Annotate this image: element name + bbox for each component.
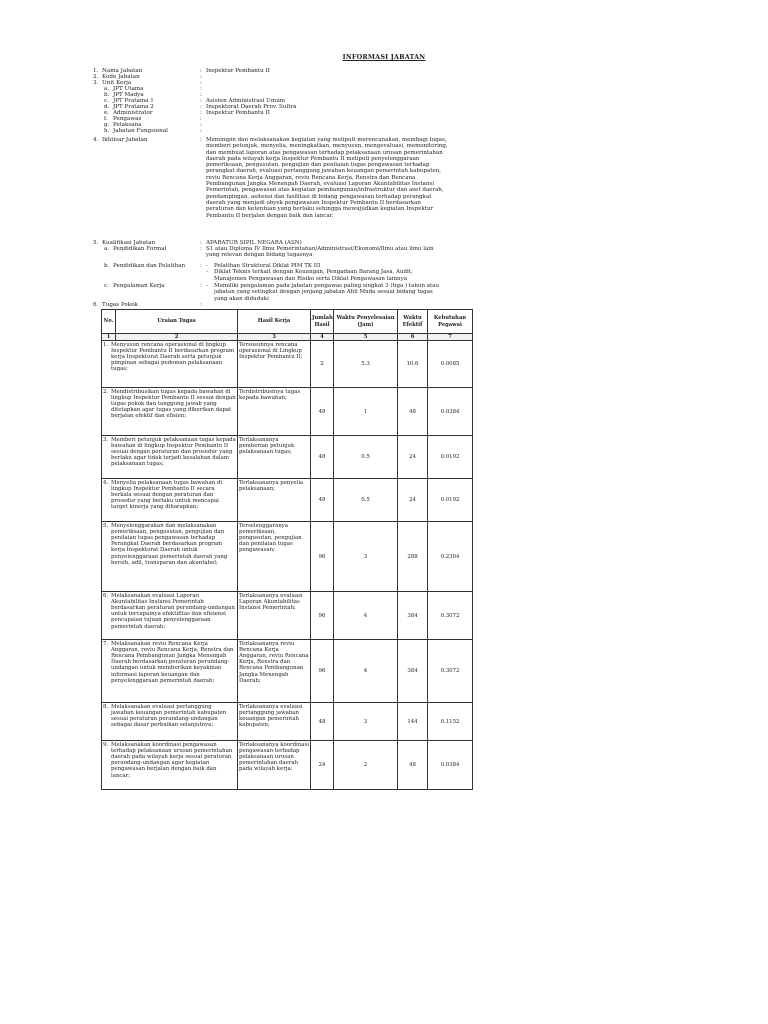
text-line: Memimpin dan melaksanakan kegiatan yang meliputi merencanakan, membagi tugas, <box>206 137 447 143</box>
sub-label: JPT Pratama 1 <box>113 98 154 104</box>
kebutuhan-pegawai: 0.0384 <box>428 388 473 436</box>
hasil-kerja: Terlaksananya penyelia pelaksanaan; <box>238 479 311 522</box>
field-value: APARATUR SIPIL NEGARA (ASN) <box>206 240 302 246</box>
row-number: 6. <box>103 593 109 600</box>
jumlah-hasil: 96 <box>311 522 334 592</box>
text-line: yang akan diduduki <box>214 295 269 302</box>
kebutuhan-pegawai: 0.2304 <box>428 522 473 592</box>
uraian-tugas: Melaksanakan reviu Rencana Kerja Anggaran, reviu Rencana Kerja, Renstra dan Rencana Pembangunan Jangka Menengah Daerah berdasarkan peraturan perundang-undangan untuk memberikan keyakinan informasi laporan keuangan dan penyelenggaraan pemerintah daerah; <box>111 641 234 684</box>
uraian-tugas: Melaksanakan evaluasi pertanggung jawaban keuangan pemerintah kabupaten sesuai peraturan perundang-undangan sebagai dasar perbaikan selanjutnya; <box>111 704 227 729</box>
jumlah-hasil: 24 <box>311 741 334 790</box>
table-row <box>102 436 473 479</box>
sub-label: Jabatan Fungsional <box>113 128 168 134</box>
sub-value: Inspektur Pembantu II <box>206 110 270 116</box>
row-number: 7. <box>103 641 109 648</box>
text-line: dan membuat laporan atas pengawasan terhadap pelaksanaan urusan pemerintahan <box>206 149 443 156</box>
kebutuhan-pegawai: 0.0384 <box>428 741 473 790</box>
sub-letter: d. <box>104 104 110 110</box>
header-cell: No. <box>102 310 116 334</box>
pengalaman-text <box>206 283 476 302</box>
colon: : <box>200 246 202 252</box>
index-cell: 1 <box>102 334 116 341</box>
row-number: 8. <box>103 704 109 711</box>
bullet-dash: - <box>206 283 208 289</box>
row-number: 2. <box>103 389 109 396</box>
sub-label: Pendidikan Formal <box>113 246 167 252</box>
field-label: Tugas Pokok <box>102 302 138 308</box>
index-cell: 7 <box>428 334 473 341</box>
pendidikan-formal-text <box>206 246 476 259</box>
jumlah-hasil: 2 <box>311 341 334 388</box>
colon: : <box>200 80 202 86</box>
sub-letter: e. <box>104 110 110 116</box>
field-label: Kualifikasi Jabatan <box>102 240 156 246</box>
sub-letter: b. <box>104 92 110 98</box>
table-row <box>102 592 473 640</box>
header-cell: Hasil Kerja <box>238 310 311 334</box>
waktu-penyelesaian: 3 <box>334 522 398 592</box>
table-header-row <box>102 310 473 334</box>
colon: : <box>200 263 202 269</box>
sub-label: Pendidikan dan Pelatihan <box>113 263 186 269</box>
waktu-efektif: 10.6 <box>398 341 428 388</box>
sub-value: Asisten Administrasi Umum <box>206 98 286 104</box>
kebutuhan-pegawai: 0.3072 <box>428 592 473 640</box>
sub-letter: f. <box>104 116 108 122</box>
table-row <box>102 741 473 790</box>
sub-label: JPT Pratama 2 <box>113 104 154 110</box>
row-number: 3. <box>103 437 109 444</box>
jumlah-hasil: 48 <box>311 479 334 522</box>
index-cell: 2 <box>116 334 238 341</box>
text-line: Pembangunan Jangka Menengah Daerah, evaluasi Laporan Akuntabilitas Instansi <box>206 181 434 188</box>
field-number: 5. <box>93 240 99 246</box>
field-number: 4. <box>93 137 99 143</box>
colon: : <box>200 116 202 122</box>
colon: : <box>200 283 202 289</box>
waktu-efektif: 24 <box>398 436 428 479</box>
sub-value: Inspektorat Daerah Prov. Sultra <box>206 104 297 110</box>
jumlah-hasil: 48 <box>311 703 334 741</box>
colon: : <box>200 68 202 74</box>
bullet-dash: - <box>206 263 208 269</box>
waktu-efektif: 48 <box>398 388 428 436</box>
waktu-penyelesaian: 0.5 <box>334 436 398 479</box>
field-label: Ikhtisar Jabatan <box>102 137 148 143</box>
uraian-tugas: Melaksanakan koordinasi pengawasan terhadap pelaksanaan urusan pemerintahan daerah pada wilayah kerja sesuai peraturan perundang-undangan agar kegiatan pengawasan berjalan dengan baik dan lancar; <box>111 742 233 779</box>
field-value: Inspektur Pembantu II <box>206 68 270 74</box>
jumlah-hasil: 96 <box>311 592 334 640</box>
sub-label: Administrator <box>113 110 153 116</box>
hasil-kerja: Terlaksananya pemberian petunjuk pelaksanaan tugas; <box>238 436 311 479</box>
colon: : <box>200 110 202 116</box>
sub-letter: c. <box>104 98 109 104</box>
row-number: 1. <box>103 342 109 349</box>
index-cell: 3 <box>238 334 311 341</box>
sub-label: JPT Utama <box>113 86 144 92</box>
field-number: 1. <box>93 68 99 74</box>
text-line: peraturan dan ketentuan yang berlaku sehingga mewujudkan kegiatan Inspektur <box>206 206 434 213</box>
header-cell: Uraian Tugas <box>116 310 238 334</box>
sub-label: Pengalaman Kerja <box>113 283 165 289</box>
field-label: Nama Jabatan <box>102 68 143 74</box>
hasil-kerja: Terlaksananya koordinasi pengawasan terhadap pelaksanaan urusan pemerintahan daerah pada wilayah kerja; <box>238 741 311 790</box>
sub-letter: g. <box>104 122 110 128</box>
kebutuhan-pegawai: 0.1152 <box>428 703 473 741</box>
row-number: 9. <box>103 742 109 749</box>
waktu-efektif: 384 <box>398 640 428 703</box>
uraian-tugas: Melaksanakan evaluasi Laporan Akuntabilitas Instansi Pemerintah berdasarkan peraturan perundang-undangan untuk tercapainya efektifitas dan efisiensi pencapaian tujuan penyelenggaraan pemerintah daerah; <box>111 593 235 630</box>
sub-label: Pengawas <box>113 116 142 122</box>
waktu-efektif: 288 <box>398 522 428 592</box>
index-cell: 6 <box>398 334 428 341</box>
colon: : <box>200 86 202 92</box>
text-line: perangkat daerah, evaluasi pertanggung jawaban keuangan pemerintah kabupaten, <box>206 168 441 175</box>
text-line: daerah pada wilayah kerja Inspektur Pembantu II meliputi penyelenggaraan <box>206 155 420 162</box>
hasil-kerja: Terlaksananya reviu Rencana Kerja Anggaran, reviu Rencana Kerja, Renstra dan Rencana Pembangunan Jangka Menengah Daerah; <box>238 640 311 703</box>
colon: : <box>200 240 202 246</box>
table-row <box>102 703 473 741</box>
list-item <box>206 269 476 282</box>
table-row <box>102 640 473 703</box>
text-line: jabatan yang setingkat dengan jenjang jabatan Ahli Muda sesuai bidang tugas <box>214 289 433 296</box>
waktu-efektif: 144 <box>398 703 428 741</box>
sub-letter: c. <box>104 283 109 289</box>
waktu-penyelesaian: 5.3 <box>334 341 398 388</box>
header-cell: Waktu Efektif <box>398 310 428 334</box>
uraian-tugas: Memberi petunjuk pelaksanaan tugas kepada bawahan di lingkup Inspektur Pembantu II sesuai dengan peraturan dan prosedur yang berlaku agar tidak terjadi kesalahan dalam pelaksanaan tugas; <box>111 437 236 468</box>
table-row <box>102 388 473 436</box>
hasil-kerja: Terlaksananya evaluasi pertanggung jawaban keuangan pemerintah kabupaten; <box>238 703 311 741</box>
table-row <box>102 479 473 522</box>
colon: : <box>200 122 202 128</box>
sub-label: JPT Madya <box>113 92 144 98</box>
field-label: Unit Kerja <box>102 80 132 86</box>
text-line: Pelatihan Struktural Diklat PIM TK III <box>214 263 321 269</box>
table-row <box>102 522 473 592</box>
text-line: pendampingan, asitensi dan fasilitasi di bidang pengawasan terhadap perangkat <box>206 193 432 200</box>
index-cell: 5 <box>334 334 398 341</box>
uraian-tugas: Mendistribusikan tugas kepada bawahan di lingkup Inspektur Pembantu II sesuai dengan tugas pokok dan tanggung jawab yang ditetapkan agar tugas yang diberikan dapat berjalan efektif dan efisien; <box>111 389 236 420</box>
text-line: S1 atau Diploma IV Ilmu Pemerintahan/Administrasi/Ekonomi/Ilmu atau ilmu lain <box>206 246 434 252</box>
ikhtisar-text <box>206 137 476 219</box>
jumlah-hasil: 48 <box>311 436 334 479</box>
hasil-kerja: Terdistribusinya tugas kepada bawahan; <box>238 388 311 436</box>
kebutuhan-pegawai: 0.3072 <box>428 640 473 703</box>
table-row <box>102 341 473 388</box>
field-label: Kode Jabatan <box>102 74 140 80</box>
waktu-penyelesaian: 4 <box>334 592 398 640</box>
header-cell: Kebutuhan Pegawai <box>428 310 473 334</box>
colon: : <box>200 302 202 308</box>
document-title: INFORMASI JABATAN <box>342 53 426 61</box>
waktu-penyelesaian: 0.5 <box>334 479 398 522</box>
sub-letter: a. <box>104 86 110 92</box>
field-number: 6. <box>93 302 99 308</box>
tugas-pokok-table <box>101 309 473 790</box>
sub-letter: a. <box>104 246 110 252</box>
waktu-penyelesaian: 2 <box>334 741 398 790</box>
hasil-kerja: Terlaksananya evaluasi Laporan Akuntabilitas Instansi Pemerintah; <box>238 592 311 640</box>
colon: : <box>200 92 202 98</box>
uraian-tugas: Menyusun rencana operasional di lingkup Inspektur Pembantu II berdasarkan program kerja Inspektorat Daerah serta petunjuk pimpinan sebagai pedoman pelaksanaan tugas; <box>111 342 235 373</box>
kebutuhan-pegawai: 0.0192 <box>428 436 473 479</box>
diklat-list <box>206 263 476 282</box>
text-line: pemeriksaan, pengusutan, pengujian dan penilaian tugas pengawasan terhadap <box>206 162 430 169</box>
header-cell: Jumlah Hasil <box>311 310 334 334</box>
jumlah-hasil: 48 <box>311 388 334 436</box>
index-cell: 4 <box>311 334 334 341</box>
row-number: 4. <box>103 480 109 487</box>
field-number: 3. <box>93 80 99 86</box>
colon: : <box>200 74 202 80</box>
text-line: Pembantu II berjalan dengan baik dan lancar. <box>206 212 334 219</box>
hasil-kerja: Terselenggaranya pemeriksaan, pengusutan, pengujian dan penilaian tugas pengawasan; <box>238 522 311 592</box>
colon: : <box>200 98 202 104</box>
colon: : <box>200 137 202 143</box>
text-line: memberi petunjuk, menyelia, meningkatkan, menyusun, mengevaluasi, memonitoring, <box>206 143 448 150</box>
text-line: reviu Rencana Kerja Anggaran, reviu Rencana Kerja, Renstra dan Rencana <box>206 174 416 181</box>
waktu-efektif: 384 <box>398 592 428 640</box>
text-line: daerah yang menjadi obyek pengawasan Inspektur Pembantu II berdasarkan <box>206 199 421 206</box>
text-line: Diklat Teknis terkait dengan Keuangan, Pengadaan Barang Jasa, Audit, <box>214 269 413 276</box>
bullet-dash: - <box>206 269 208 276</box>
waktu-efektif: 24 <box>398 479 428 522</box>
text-line: Manajemen Pengawasan dan Risiko serta Diklat Pengawasan lainnya <box>214 275 407 282</box>
kebutuhan-pegawai: 0.0085 <box>428 341 473 388</box>
waktu-efektif: 48 <box>398 741 428 790</box>
uraian-tugas: Menyelenggarakan dan melaksanakan pemeriksaan, pengusutan, pengujian dan penilaian tugas pengawasan terhadap Perangkat Daerah berdasarkan program kerja Inspektorat Daerah untuk penyelenggaraan pemerintah daerah yang bersih, adil, transparan dan akuntabel; <box>111 523 228 566</box>
colon: : <box>200 104 202 110</box>
table-index-row <box>102 334 473 341</box>
uraian-tugas: Menyelia pelaksanaan tugas bawahan di lingkup Inspektur Pembantu II secara berkala sesuai dengan peraturan dan prosedur yang berlaku untuk mencapai target kinerja yang diharapkan; <box>111 480 223 511</box>
text-line: Pemerintah, pengawasan atas kegiatan pembangunan/infrastruktur dan aset daerah, <box>206 187 444 194</box>
text-line: Memiliki pengalaman pada jabatan pengawas paling singkat 3 (tiga ) tahun atau <box>214 283 440 289</box>
kebutuhan-pegawai: 0.0192 <box>428 479 473 522</box>
waktu-penyelesaian: 1 <box>334 388 398 436</box>
sub-label: Pelaksana <box>113 122 142 128</box>
row-number: 5. <box>103 523 109 530</box>
field-number: 2. <box>93 74 99 80</box>
sub-letter: h. <box>104 128 110 134</box>
text-line: yang relevan dengan bidang tugasnya <box>206 252 313 259</box>
sub-letter: b. <box>104 263 110 269</box>
waktu-penyelesaian: 3 <box>334 703 398 741</box>
colon: : <box>200 128 202 134</box>
header-cell: Waktu Penyelesaian (Jam) <box>334 310 398 334</box>
waktu-penyelesaian: 4 <box>334 640 398 703</box>
hasil-kerja: Tersusunnya rencana operasional di Lingkup Inspektur Pembantu II; <box>238 341 311 388</box>
jumlah-hasil: 96 <box>311 640 334 703</box>
